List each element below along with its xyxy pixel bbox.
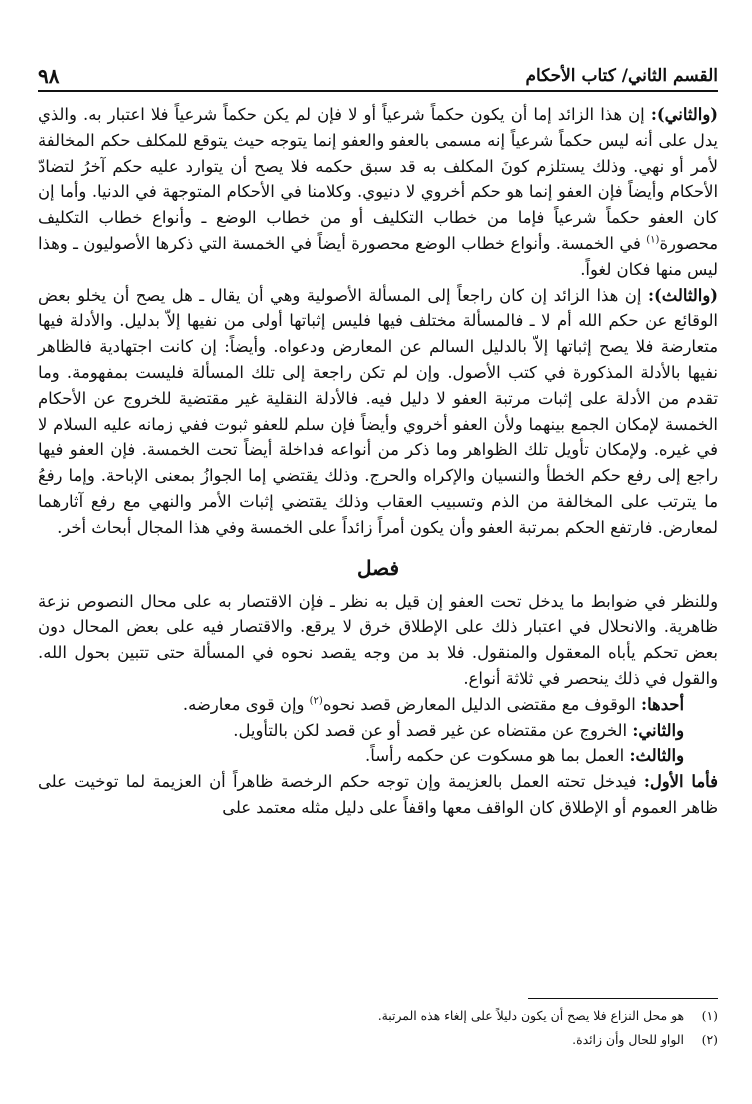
footnote-ref[interactable]: (١) (646, 234, 660, 246)
section-intro: وللنظر في ضوابط ما يدخل تحت العفو إن قيل به نظر ـ فإن الاقتصار به على محال النصوص نزعة ظاهرية. والانحلال في اعتبار ذلك على الإطلاق خرق لا يرقع. والاقتصار فيه على بعض المحال دون بعض تحكم يأباه المعقول والمنقول. فلا بد من وجه يقصد نحوه في المسألة حتى تتبين بحول الله. والقول في ذلك ينحصر في ثلاثة أنواع. (38, 591, 718, 688)
paragraph-second-objection (38, 102, 718, 283)
footnote (38, 1004, 718, 1028)
list-item-label: والثاني: (632, 720, 684, 740)
paragraph-text: فيدخل تحته العمل بالعزيمة وإن توجه حكم الرخصة ظاهراً أن العزيمة لما توخيت على ظاهر العموم أو الإطلاق كان الواقف معها واقفاً على دليل مثله معتمد على (38, 772, 718, 817)
footnote-number: (١) (701, 1008, 718, 1023)
list-item (38, 718, 718, 744)
footnote-number: (٢) (701, 1032, 718, 1047)
paragraph-third-objection (38, 283, 718, 541)
paragraph-text: في الخمسة. وأنواع خطاب الوضع محصورة أيضاً في الخمسة التي ذكرها الأصوليون ـ وهذا ليس منها فكان لغواً. (38, 233, 718, 279)
list-item-text: الخروج عن مقتضاه عن غير قصد أو عن قصد لكن بالتأويل. (233, 720, 633, 740)
paragraph-text: إن هذا الزائد إما أن يكون حكماً شرعياً أو لا فإن لم يكن حكماً شرعياً فلا اعتبار به. والذي يدل على أنه ليس حكماً شرعياً إنه مسمى بالعفو والعفو إنما يتوجه حيث يتوقع للمكلف حكم المخالفة لأمر أو نهي. وذلك يستلزم كونَ المكلف به قد سبق حكمه فلا يصح أن يتوارد عليه حكم آخرُ لتضادّ الأحكام وأيضاً فإن العفو إنما هو حكم أخروي لا دنيوي. وكلامنا في الأحكام المتوجهة في الدنيا. وأما إن كان العفو حكماً شرعياً فإما من خطاب التكليف أو من خطاب الوضع ـ وأنواع خطاب التكليف محصورة (38, 105, 718, 253)
page-body (38, 102, 718, 821)
paragraph-label: فأما الأول: (643, 772, 718, 792)
section-heading: فصل (356, 555, 400, 580)
list-item-label: أحدها: (641, 694, 684, 714)
paragraph-text: إن هذا الزائد إن كان راجعاً إلى المسألة الأصولية وهي أن يقال ـ هل يصح أن يخلو بعض الوقائع عن حكم الله أم لا ـ فالمسألة مختلف فيها فليس إثباتها أولى من نفيها إلاّ بدليل. والأدلة فيها متعارضة فلا يصح إثباتها إلاّ بالدليل السالم عن المعارض ودعواه. وأيضاً: إن كانت اجتهادية فالظاهر نفيها بالأدلة المذكورة في كتب الأصول. وإن لم تكن راجعة إلى تلك المسألة فليست بمفهومة. وما تقدم من الأدلة على إثبات مرتبة العفو لا دليل فيه. فالأدلة النقلية غير مقتضية للخروج عن الأحكام الخمسة لإمكان الجمع بينهما ولأن العفو أخروي وأيضاً فإن سلم للعفو ثبوت ففي زمانه عليه السلام لا في غيره. ولإمكان تأويل تلك الظواهر وما ذكر من أنواعه فداخلة أيضاً تحت الخمسة. فإن العفو فيها راجع إلى رفع حكم الخطأ والنسيان والإكراه والحرج. وذلك يقتضي إما الجوازُ بمعنى الإباحة. وإما رفعُ ما يترتب على المخالفة من الذم وتسبيب العقاب وذلك يقتضي إثبات الأمر والنهي مع رفع آثارهما لمعارض. فارتفع الحكم بمرتبة العفو وأن يكون أمراً زائداً على الخمسة وفي هذا المجال أبحاث أخر. (38, 285, 718, 537)
list-item (38, 743, 718, 769)
footnote-text: هو محل النزاع فلا يصح أن يكون دليلاً على إلغاء هذه المرتبة. (377, 1008, 684, 1023)
list-item-label: والثالث: (629, 746, 684, 766)
list-item-text: وإن قوى معارضه. (182, 694, 310, 714)
paragraph-label: (والثاني): (650, 105, 718, 124)
list-item (38, 692, 718, 718)
page-header (38, 62, 718, 92)
footnote-ref[interactable]: (٢) (309, 695, 323, 707)
page-number: ٩٨ (38, 64, 60, 88)
footnote (38, 1028, 718, 1052)
footnotes (38, 1004, 718, 1052)
running-head: القسم الثاني/ كتاب الأحكام (525, 66, 718, 86)
footnote-divider (528, 998, 718, 999)
list-item-text: العمل بما هو مسكوت عن حكمه رأساً. (365, 746, 630, 766)
footnote-text: الواو للحال وأن زائدة. (572, 1032, 684, 1047)
list-item-text: الوقوف مع مقتضى الدليل المعارض قصد نحوه (322, 694, 642, 714)
paragraph-label: (والثالث): (647, 285, 718, 305)
closing-paragraph (38, 769, 718, 821)
